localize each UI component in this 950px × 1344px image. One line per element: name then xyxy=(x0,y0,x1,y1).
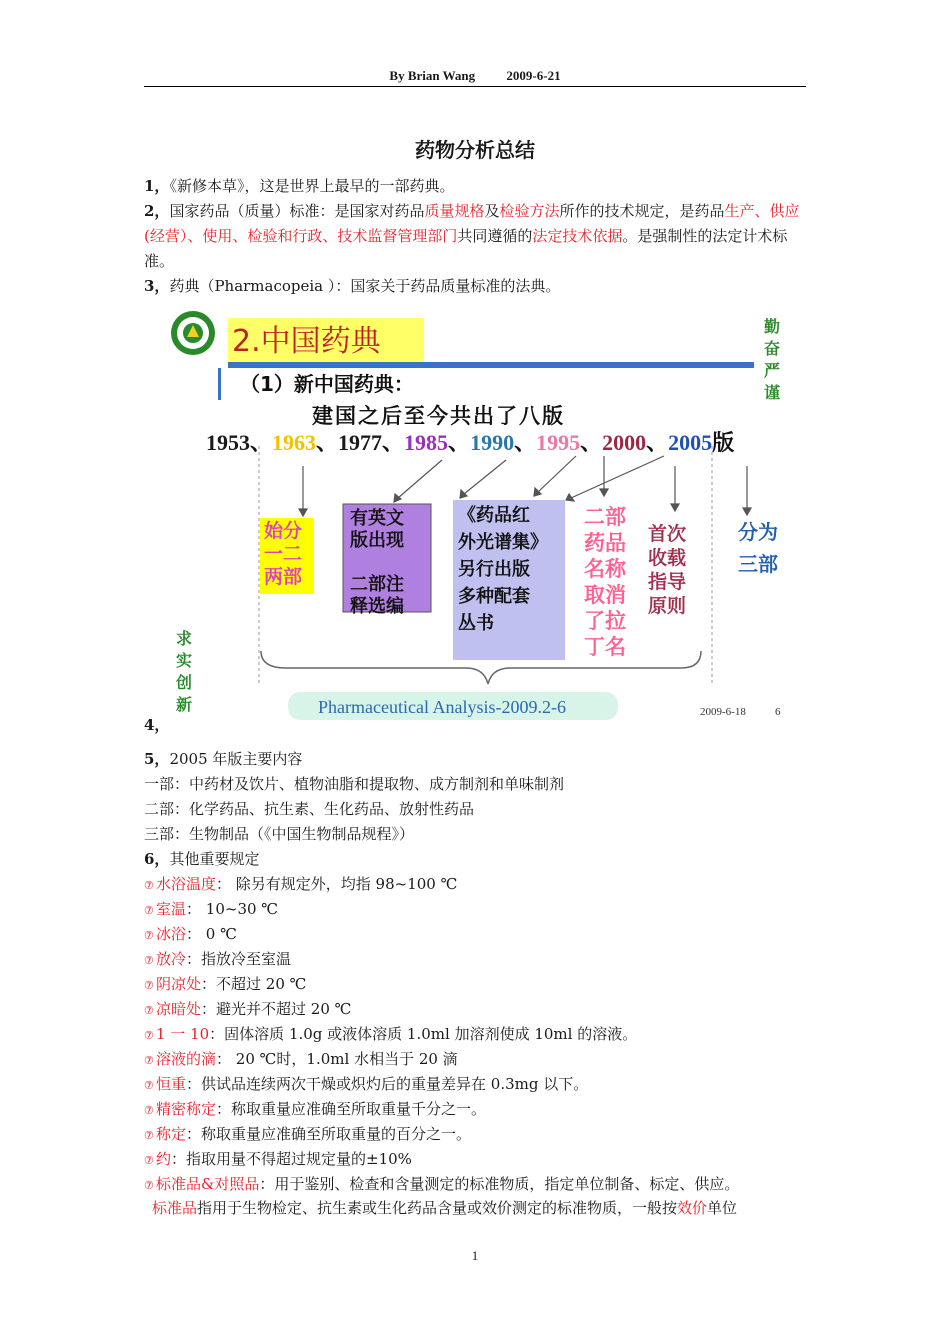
motto-left-line: 创 xyxy=(176,673,193,692)
year-separator: 、 xyxy=(316,430,339,455)
rule-item xyxy=(144,1122,808,1148)
rule-text: ： 0 ℃ xyxy=(186,925,237,943)
year-separator: 、 xyxy=(646,430,669,455)
page-number: 1 xyxy=(471,1248,479,1263)
pharmacopoeia-slide xyxy=(166,306,792,726)
box-1985-text xyxy=(458,502,548,637)
rule-term: 1 一 10 xyxy=(156,1025,210,1043)
rule-marker-icon: ⑦ xyxy=(144,1104,154,1117)
rule-marker-icon: ⑦ xyxy=(144,904,154,917)
rule-term: 标准品&对照品 xyxy=(156,1175,260,1193)
box-1985-line: 外光谱集》 xyxy=(458,532,548,553)
year-2000: 2000 xyxy=(602,430,647,455)
box-2005-text xyxy=(738,516,778,580)
rule-item xyxy=(144,1047,808,1073)
rule-text: ： 10~30 ℃ xyxy=(186,900,279,918)
item-3-number: 3， xyxy=(144,277,170,295)
rule-text: ：避光并不超过 20 ℃ xyxy=(201,1000,352,1018)
box-1977-line xyxy=(350,552,404,574)
rule-marker-icon: ⑦ xyxy=(144,1179,154,1192)
emblem-icon xyxy=(171,311,215,355)
box-2000-line: 指导 xyxy=(648,571,687,593)
header-author: By Brian Wang xyxy=(389,68,476,83)
rule-item xyxy=(144,997,808,1023)
year-separator: 、 xyxy=(514,430,537,455)
rule-text: ：称取重量应准确至所取重量千分之一。 xyxy=(216,1100,487,1118)
slide-heading: 2.中国药典 xyxy=(232,324,381,359)
item-6 xyxy=(144,847,808,872)
item-2-highlight-quality: 质量规格 xyxy=(424,202,485,220)
last-line-potency: 效价 xyxy=(677,1199,708,1217)
rule-term: 水浴温度 xyxy=(156,875,217,893)
part-2-line: 二部：化学药品、抗生素、生化药品、放射性药品 xyxy=(144,800,475,818)
rule-term: 恒重 xyxy=(156,1075,187,1093)
item-2-highlight-method: 检验方法 xyxy=(499,202,560,220)
box-1977-line: 有英文 xyxy=(350,508,404,529)
item-3-text: 药典（Pharmacopeia ）：国家关于药品质量标准的法典。 xyxy=(169,277,561,295)
item-1 xyxy=(144,174,808,199)
box-1963-line: 始分 xyxy=(264,520,303,542)
box-2005-line: 三部 xyxy=(738,552,778,576)
box-1985-line: 多种配套 xyxy=(458,586,530,607)
rule-item xyxy=(144,922,808,948)
rule-marker-icon: ⑦ xyxy=(144,929,154,942)
document-title: 药物分析总结 xyxy=(415,138,535,162)
rule-term: 凉暗处 xyxy=(156,1000,202,1018)
box-1977-line: 二部注 xyxy=(350,574,404,595)
item-5-number: 5， xyxy=(144,750,170,768)
box-1977-text xyxy=(350,508,404,618)
rule-text: ：供试品连续两次干燥或炽灼后的重量差异在 0.3mg 以下。 xyxy=(186,1075,589,1093)
slide-motto-left xyxy=(176,628,192,716)
rule-text: ： 除另有规定外，均指 98~100 ℃ xyxy=(216,875,458,893)
box-1995-line: 丁名 xyxy=(584,635,626,659)
item-1-number: 1， xyxy=(144,177,170,195)
item-1-text: 《新修本草》，这是世界上最早的一部药典。 xyxy=(169,177,455,195)
rule-marker-icon: ⑦ xyxy=(144,1004,154,1017)
rule-text: ：称取重量应准确至所取重量的百分之一。 xyxy=(186,1125,472,1143)
motto-right-line: 奋 xyxy=(764,339,781,358)
item-2-text-a: 国家药品（质量）标准：是国家对药品 xyxy=(169,202,425,220)
year-1963: 1963 xyxy=(272,430,317,455)
slide-years xyxy=(206,428,734,458)
box-1963-line: 两部 xyxy=(264,566,303,588)
box-1995-text xyxy=(584,504,626,660)
year-1953: 1953 xyxy=(206,430,250,455)
slide-blue-bar xyxy=(228,362,754,368)
motto-right-line: 谨 xyxy=(764,383,781,402)
part-3-line: 三部：生物制品（《中国生物制品规程》） xyxy=(144,825,415,843)
rule-item xyxy=(144,972,808,998)
year-1985: 1985 xyxy=(404,430,449,455)
box-1995-line: 二部 xyxy=(584,505,626,529)
item-2-highlight-departments: 生产、供应(经营）、使用、检验和行政、技术监督管理部门 xyxy=(144,202,800,245)
box-1985-line: 丛书 xyxy=(458,613,494,634)
rule-term: 冰浴 xyxy=(156,925,187,943)
year-1990: 1990 xyxy=(470,430,515,455)
last-line-text: 指用于生物检定、抗生素或生化药品含量或效价测定的标准物质，一般按 xyxy=(197,1199,678,1217)
box-1995-line: 名称 xyxy=(584,557,626,581)
year-separator: 、 xyxy=(580,430,603,455)
box-2000-line: 收载 xyxy=(648,547,687,569)
rule-item xyxy=(144,897,808,923)
box-1995-line: 药品 xyxy=(584,531,626,555)
box-1995-line: 了拉 xyxy=(584,609,626,633)
box-1985-line: 另行出版 xyxy=(458,559,530,580)
item-6-text: 其他重要规定 xyxy=(169,850,260,868)
item-2-text-g: 共同遵循的 xyxy=(457,227,533,245)
motto-left-line: 求 xyxy=(176,629,193,648)
rule-term: 放冷 xyxy=(156,950,187,968)
year-separator: 、 xyxy=(382,430,405,455)
box-2005-line: 分为 xyxy=(738,520,778,544)
rule-text: ：用于鉴别、检查和含量测定的标准物质，指定单位制备、标定、供应。 xyxy=(259,1175,740,1193)
item-5-text: 2005 年版主要内容 xyxy=(169,750,303,768)
item-5 xyxy=(144,747,808,772)
slide-footer-date: 2009-6-18 xyxy=(700,706,746,718)
rule-term: 约 xyxy=(156,1150,172,1168)
item-2-number: 2， xyxy=(144,202,170,220)
page-header xyxy=(144,68,806,87)
rule-item xyxy=(144,947,808,973)
box-1963-line: 一二 xyxy=(264,543,303,565)
box-2000-line: 首次 xyxy=(648,523,687,545)
rule-text: ：指取用量不得超过规定量的±10% xyxy=(171,1150,412,1168)
box-1977-line: 释选编 xyxy=(350,596,404,617)
rule-marker-icon: ⑦ xyxy=(144,1054,154,1067)
last-line-tail: 单位 xyxy=(707,1199,738,1217)
rule-term: 阴凉处 xyxy=(156,975,202,993)
box-1977-line: 版出现 xyxy=(350,530,404,551)
box-1995-line: 取消 xyxy=(584,583,626,607)
year-separator: 、 xyxy=(250,430,273,455)
rule-term: 精密称定 xyxy=(156,1100,217,1118)
item-4-number: 4， xyxy=(144,716,170,734)
item-3 xyxy=(144,274,808,299)
rule-item xyxy=(144,1072,808,1098)
rule-term: 溶液的滴 xyxy=(156,1050,217,1068)
last-line xyxy=(152,1196,816,1221)
item-2 xyxy=(144,199,808,274)
box-2000-text xyxy=(648,522,686,618)
box-1963-text xyxy=(264,520,302,589)
last-line-term: 标准品 xyxy=(152,1199,198,1217)
slide-footer-title: Pharmaceutical Analysis-2009.2-6 xyxy=(318,697,566,717)
rule-item xyxy=(144,1097,808,1123)
year-2005: 2005 xyxy=(668,430,713,455)
rule-marker-icon: ⑦ xyxy=(144,954,154,967)
rule-marker-icon: ⑦ xyxy=(144,979,154,992)
rule-item xyxy=(144,1172,808,1198)
item-2-text-i: 。是强制性的法定计术标准。 xyxy=(144,227,788,270)
rule-text: ：固体溶质 1.0g 或液体溶质 1.0ml 加溶剂使成 10ml 的溶液。 xyxy=(209,1025,638,1043)
rule-term: 室温 xyxy=(156,900,187,918)
part-1-line: 一部：中药材及饮片、植物油脂和提取物、成方制剂和单味制剂 xyxy=(144,775,565,793)
rule-marker-icon: ⑦ xyxy=(144,1029,154,1042)
item-4 xyxy=(144,713,808,738)
rule-item xyxy=(144,872,808,898)
year-separator: 、 xyxy=(448,430,471,455)
rule-marker-icon: ⑦ xyxy=(144,1129,154,1142)
box-1985-line: 《药品红 xyxy=(458,505,530,526)
slide-motto-right xyxy=(764,316,780,404)
slide-subheading: （1）新中国药典： xyxy=(240,372,414,396)
year-suffix: 版 xyxy=(712,430,735,455)
rule-item xyxy=(144,1147,808,1173)
slide-tagline: 建国之后至今共出了八版 xyxy=(312,403,565,428)
rule-text: ：指放冷至室温 xyxy=(186,950,292,968)
item-2-text-c: 及 xyxy=(484,202,500,220)
rule-text: ： 20 ℃时，1.0ml 水相当于 20 滴 xyxy=(216,1050,458,1068)
year-1977: 1977 xyxy=(338,430,383,455)
rule-marker-icon: ⑦ xyxy=(144,879,154,892)
year-1995: 1995 xyxy=(536,430,581,455)
box-2000-line: 原则 xyxy=(648,595,687,617)
rule-item xyxy=(144,1022,808,1048)
rule-marker-icon: ⑦ xyxy=(144,1079,154,1092)
slide-footer-page: 6 xyxy=(775,706,781,718)
motto-left-line: 实 xyxy=(176,651,193,670)
motto-right-line: 严 xyxy=(764,361,781,380)
motto-right-line: 勤 xyxy=(764,317,781,336)
header-date: 2009-6-21 xyxy=(506,68,561,83)
item-2-text-e: 所作的技术规定，是药品 xyxy=(559,202,725,220)
item-2-highlight-basis: 法定技术依据 xyxy=(532,227,623,245)
rule-marker-icon: ⑦ xyxy=(144,1154,154,1167)
motto-left-line: 新 xyxy=(176,695,193,714)
rule-term: 称定 xyxy=(156,1125,187,1143)
rule-text: ：不超过 20 ℃ xyxy=(201,975,307,993)
item-6-number: 6， xyxy=(144,850,170,868)
